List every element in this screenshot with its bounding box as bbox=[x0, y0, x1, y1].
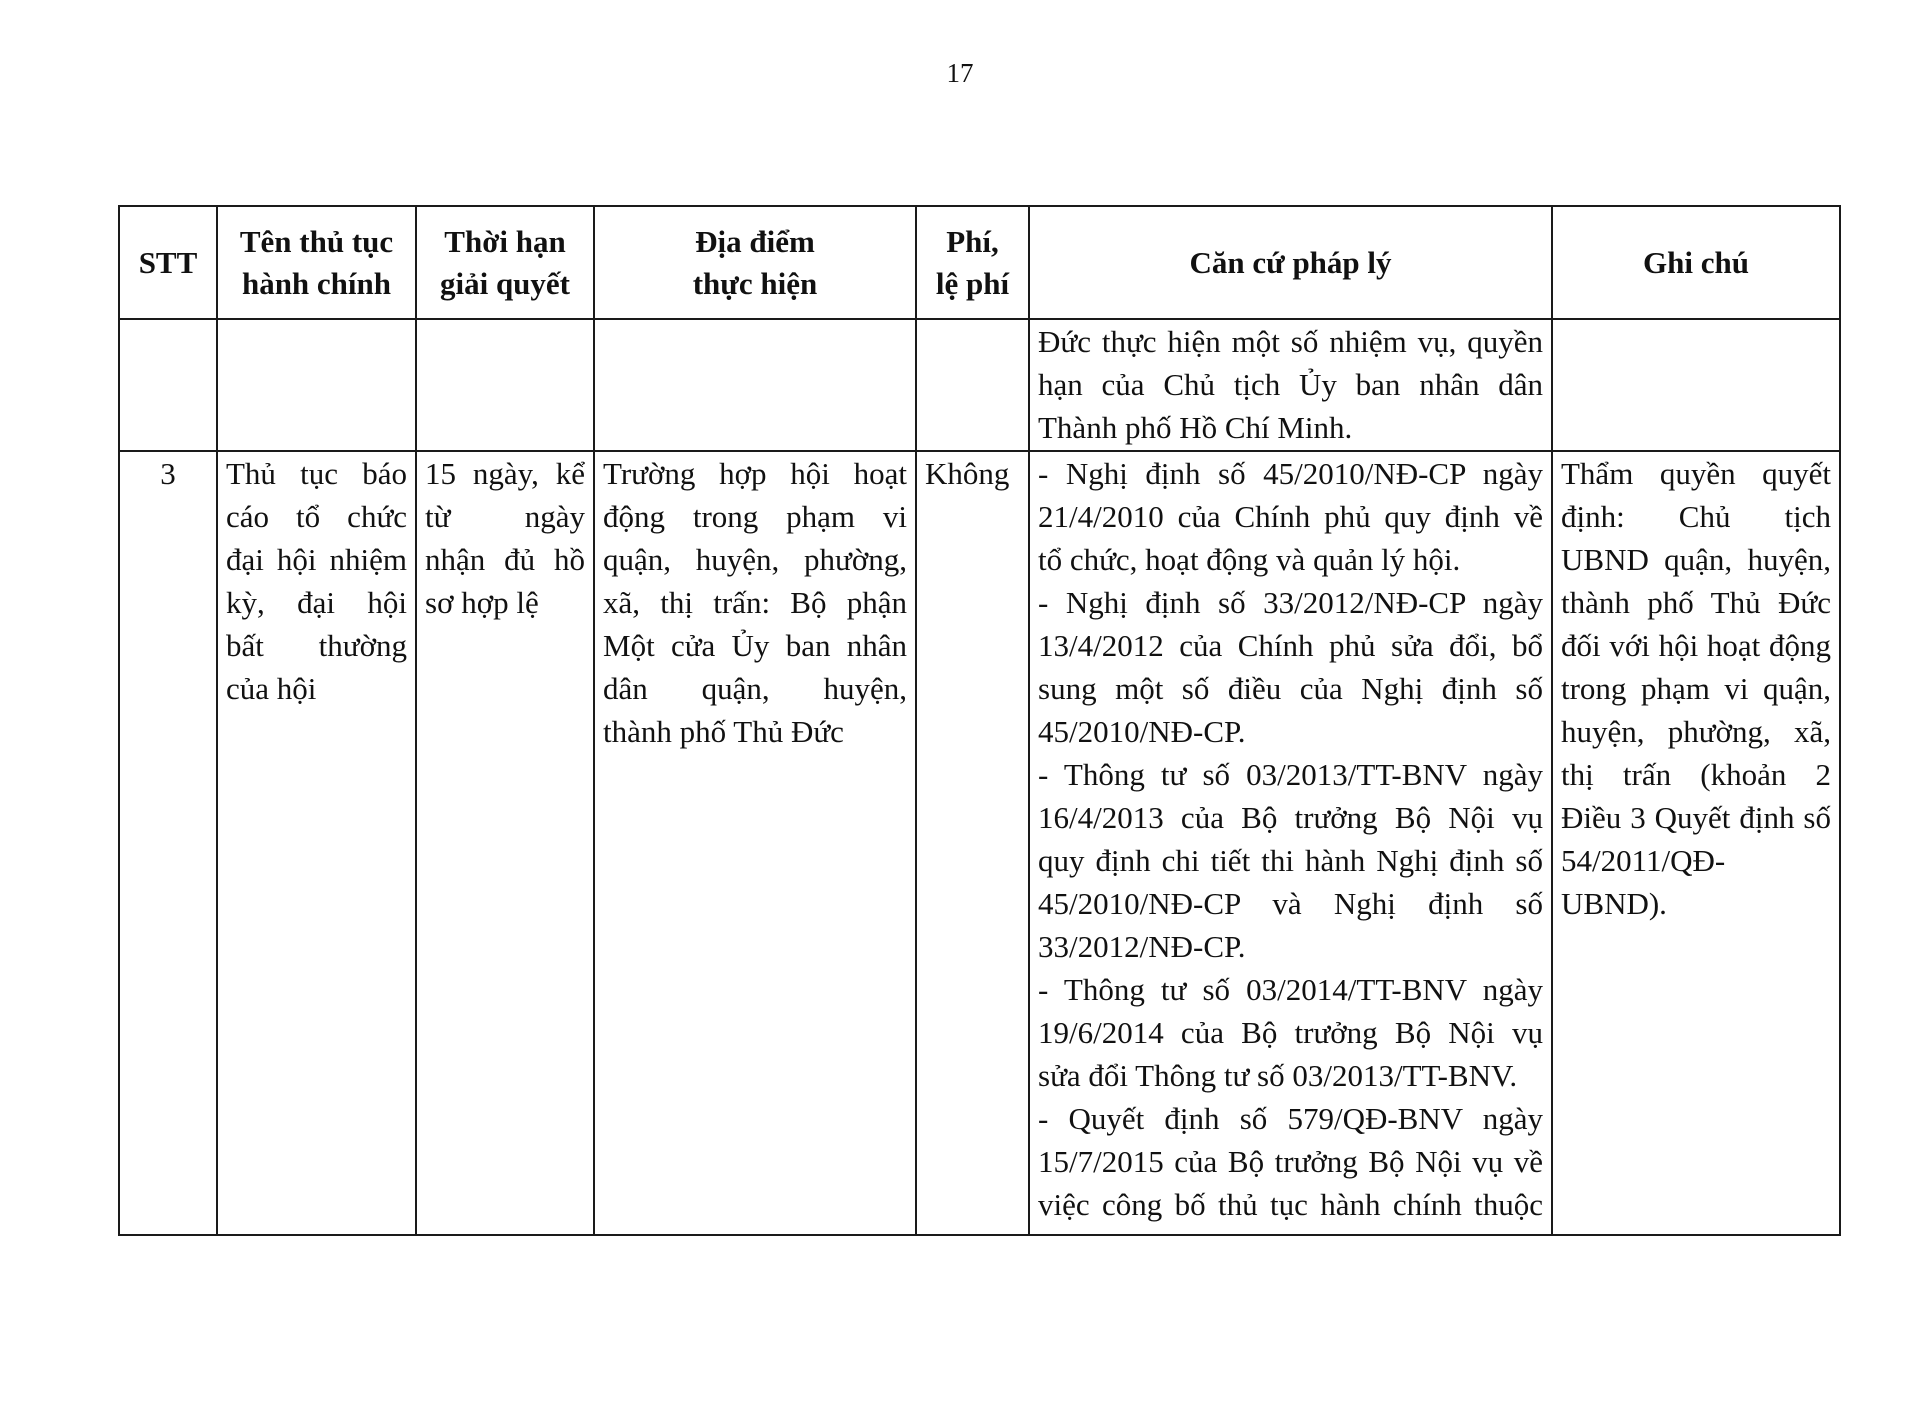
text-line: 13/4/2012 của Chính phủ sửa đổi, bổ bbox=[1038, 628, 1543, 663]
text-line: thành phố Thủ Đức bbox=[1561, 585, 1831, 620]
text-line: Trường hợp hội hoạt bbox=[603, 456, 907, 491]
header-line: Thời hạn bbox=[444, 223, 566, 259]
text-line: 33/2012/NĐ-CP. bbox=[1038, 929, 1246, 964]
text-line: Một cửa Ủy ban nhân bbox=[603, 628, 907, 663]
text-line: - Thông tư số 03/2014/TT-BNV ngày bbox=[1038, 972, 1543, 1007]
text-line: kỳ, đại hội bbox=[226, 585, 407, 620]
header-ten-thu-tuc bbox=[217, 206, 416, 319]
cell-dia-diem bbox=[594, 319, 916, 451]
text-line: việc công bố thủ tục hành chính thuộc bbox=[1038, 1187, 1543, 1222]
cell-can-cu bbox=[1029, 319, 1552, 451]
text-line: trong phạm vi quận, bbox=[1561, 671, 1831, 706]
header-thoi-han bbox=[416, 206, 594, 319]
text-line: sung một số điều của Nghị định số bbox=[1038, 671, 1543, 706]
cell-phi: Không bbox=[916, 451, 1029, 1235]
text-line: dân quận, huyện, bbox=[603, 671, 907, 706]
text-line: Thành phố Hồ Chí Minh. bbox=[1038, 410, 1353, 445]
header-phi bbox=[916, 206, 1029, 319]
table-row bbox=[119, 451, 1840, 1235]
text-line: tổ chức, hoạt động và quản lý hội. bbox=[1038, 542, 1461, 577]
cell-stt: 3 bbox=[119, 451, 217, 1235]
text-line: 19/6/2014 của Bộ trưởng Bộ Nội vụ bbox=[1038, 1015, 1543, 1050]
text-line: cáo tổ chức bbox=[226, 499, 407, 534]
text-line: đối với hội hoạt động bbox=[1561, 628, 1831, 663]
text-line: đại hội nhiệm bbox=[226, 542, 407, 577]
text-line: xã, thị trấn: Bộ phận bbox=[603, 585, 907, 620]
text-line: Điều 3 Quyết định số bbox=[1561, 800, 1831, 835]
text-line: 21/4/2010 của Chính phủ quy định về bbox=[1038, 499, 1543, 534]
text-line: hạn của Chủ tịch Ủy ban nhân dân bbox=[1038, 367, 1543, 402]
cell-can-cu bbox=[1029, 451, 1552, 1235]
text-line: từ ngày bbox=[425, 499, 585, 534]
text-line: sơ hợp lệ bbox=[425, 585, 539, 620]
text-line: 45/2010/NĐ-CP. bbox=[1038, 714, 1246, 749]
text-line: thị trấn (khoản 2 bbox=[1561, 757, 1831, 792]
cell-ghi-chu bbox=[1552, 319, 1840, 451]
text-line: quận, huyện, phường, bbox=[603, 542, 907, 577]
cell-dia-diem bbox=[594, 451, 916, 1235]
header-line: hành chính bbox=[241, 265, 392, 301]
text-line: 45/2010/NĐ-CP và Nghị định số bbox=[1038, 886, 1543, 921]
table-header-row bbox=[119, 206, 1840, 319]
header-can-cu: Căn cứ pháp lý bbox=[1029, 206, 1552, 319]
text-line: sửa đổi Thông tư số 03/2013/TT-BNV. bbox=[1038, 1058, 1518, 1093]
text-line: nhận đủ hồ bbox=[425, 542, 585, 577]
header-line: lệ phí bbox=[935, 265, 1010, 301]
text-line: Thẩm quyền quyết bbox=[1561, 456, 1831, 491]
text-line: - Thông tư số 03/2013/TT-BNV ngày bbox=[1038, 757, 1543, 792]
header-line: Tên thủ tục bbox=[239, 223, 394, 259]
table-row-continuation bbox=[119, 319, 1840, 451]
text-line: - Nghị định số 45/2010/NĐ-CP ngày bbox=[1038, 456, 1543, 491]
text-line: 54/2011/QĐ- bbox=[1561, 843, 1726, 878]
text-line: động trong phạm vi bbox=[603, 499, 907, 534]
text-line: - Nghị định số 33/2012/NĐ-CP ngày bbox=[1038, 585, 1543, 620]
cell-ten-thu-tuc bbox=[217, 451, 416, 1235]
header-line: giải quyết bbox=[439, 265, 571, 301]
header-line: Phí, bbox=[946, 223, 999, 259]
text-line: 16/4/2013 của Bộ trưởng Bộ Nội vụ bbox=[1038, 800, 1543, 835]
text-line: 15/7/2015 của Bộ trưởng Bộ Nội vụ về bbox=[1038, 1144, 1543, 1179]
cell-phi bbox=[916, 319, 1029, 451]
text-line: của hội bbox=[226, 671, 317, 706]
cell-stt bbox=[119, 319, 217, 451]
header-dia-diem bbox=[594, 206, 916, 319]
cell-thoi-han bbox=[416, 319, 594, 451]
header-line: Địa điểm bbox=[695, 223, 815, 259]
cell-ghi-chu bbox=[1552, 451, 1840, 1235]
text-line: - Quyết định số 579/QĐ-BNV ngày bbox=[1038, 1101, 1543, 1136]
procedure-table bbox=[118, 205, 1841, 1236]
header-stt: STT bbox=[119, 206, 217, 319]
page-number: 17 bbox=[946, 58, 974, 88]
text-line: thành phố Thủ Đức bbox=[603, 714, 844, 749]
cell-ten-thu-tuc bbox=[217, 319, 416, 451]
text-line: định: Chủ tịch bbox=[1561, 499, 1831, 534]
text-line: Thủ tục báo bbox=[226, 456, 407, 491]
text-line: bất thường bbox=[226, 628, 407, 663]
text-line: quy định chi tiết thi hành Nghị định số bbox=[1038, 843, 1543, 878]
text-line: UBND quận, huyện, bbox=[1561, 542, 1831, 577]
text-line: 15 ngày, kể bbox=[425, 456, 585, 491]
text-line: UBND). bbox=[1561, 886, 1667, 921]
text-line: Đức thực hiện một số nhiệm vụ, quyền bbox=[1038, 324, 1543, 359]
text-line: huyện, phường, xã, bbox=[1561, 714, 1831, 749]
header-line: thực hiện bbox=[692, 265, 818, 301]
cell-thoi-han bbox=[416, 451, 594, 1235]
header-ghi-chu: Ghi chú bbox=[1552, 206, 1840, 319]
